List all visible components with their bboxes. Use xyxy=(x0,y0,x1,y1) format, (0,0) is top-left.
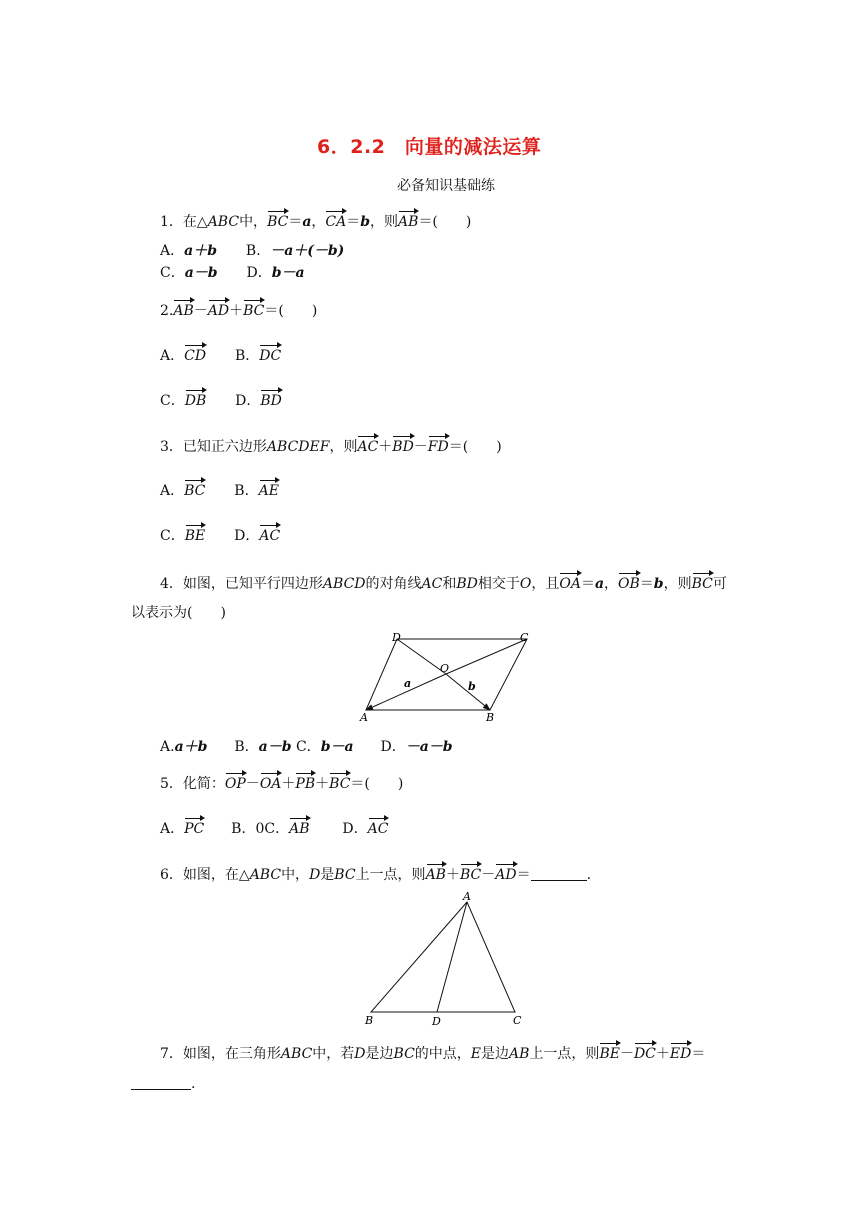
q2-option-d[interactable]: D．BD xyxy=(235,393,282,409)
question-5: 5．化简：OP－OA＋PB＋BC＝( ) xyxy=(160,776,404,792)
label-d: D xyxy=(392,631,401,644)
q2-options-row1 xyxy=(160,346,281,366)
label-o: O xyxy=(440,662,450,675)
page-title: 6．2.2 向量的减法运算 xyxy=(317,136,542,158)
vector-bc: BC xyxy=(267,214,289,230)
q1-options-row2 xyxy=(160,263,305,283)
answer-blank-7[interactable] xyxy=(131,1075,191,1090)
label-a: A xyxy=(463,890,471,903)
label-b: B xyxy=(365,1014,374,1027)
label-c: C xyxy=(520,631,529,644)
triangle-abc-outline xyxy=(371,902,515,1012)
q5-options xyxy=(160,819,388,839)
diagonal-oc xyxy=(446,639,527,674)
vector-ab: AB xyxy=(398,214,419,230)
q5-option-c[interactable]: C．AB xyxy=(264,821,310,837)
q3-option-d[interactable]: D．AC xyxy=(234,528,281,544)
q1-options-row1 xyxy=(160,241,344,261)
q5-option-d[interactable]: D．AC xyxy=(342,821,389,837)
q1-option-c[interactable]: C．a－b xyxy=(160,265,218,281)
q2-options-row2 xyxy=(160,391,282,411)
question-4: 4．如图，已知平行四边形ABCD的对角线AC和BD相交于O，且OA＝a，OB＝b，则BC可 xyxy=(160,576,727,592)
q3-option-a[interactable]: A．BC xyxy=(160,483,206,499)
q3-options-row1 xyxy=(160,481,279,501)
label-a: A xyxy=(360,711,368,724)
q3-option-b[interactable]: B．AE xyxy=(234,483,279,499)
q4-option-b[interactable]: B．a－b xyxy=(234,739,292,755)
question-2: 2.AB－AD＋BC＝( ) xyxy=(160,303,318,319)
q5-option-b[interactable]: B．0 xyxy=(231,821,265,837)
q1-option-a[interactable]: A．a＋b xyxy=(160,243,217,259)
question-6: 6．如图，在△ABC中，D是BC上一点，则AB＋BC－AD＝ . xyxy=(160,867,592,883)
q3-options-row2 xyxy=(160,526,280,546)
q1-option-b[interactable]: B．－a＋(－b) xyxy=(245,243,345,259)
q5-option-a[interactable]: A．PC xyxy=(160,821,205,837)
q2-option-a[interactable]: A．CD xyxy=(160,348,207,364)
vector-ca: CA xyxy=(325,214,347,230)
q2-option-b[interactable]: B．DC xyxy=(234,348,282,364)
q1-option-d[interactable]: D．b－a xyxy=(246,265,305,281)
label-vec-a: a xyxy=(404,677,412,690)
q2-option-c[interactable]: C．DB xyxy=(160,393,207,409)
question-4-line2: 以表示为( ) xyxy=(131,605,226,621)
question-3: 3．已知正六边形ABCDEF，则AC＋BD－FD＝( ) xyxy=(160,439,502,455)
triangle-figure xyxy=(355,890,535,1030)
answer-blank-6[interactable] xyxy=(531,866,587,881)
label-vec-b: b xyxy=(468,680,476,693)
label-c: C xyxy=(513,1014,522,1027)
q4-option-a[interactable]: A.a＋b xyxy=(160,739,208,755)
parallelogram-figure xyxy=(340,622,550,730)
question-7-line2: . xyxy=(131,1074,195,1094)
question-7: 7．如图，在三角形ABC中，若D是边BC的中点，E是边AB上一点，则BE－DC＋ED＝ xyxy=(160,1046,706,1062)
label-b: B xyxy=(486,711,495,724)
diagonal-od xyxy=(397,639,446,674)
q4-options xyxy=(160,737,453,757)
q3-option-c[interactable]: C．BE xyxy=(160,528,206,544)
question-1: 1．在△ABC中，BC＝a，CA＝b，则AB＝( ) xyxy=(160,214,472,230)
q4-option-c[interactable]: C．b－a xyxy=(295,739,354,755)
section-subtitle: 必备知识基础练 xyxy=(397,178,495,194)
q4-option-d[interactable]: D．－a－b xyxy=(380,739,453,755)
label-d: D xyxy=(432,1015,441,1028)
